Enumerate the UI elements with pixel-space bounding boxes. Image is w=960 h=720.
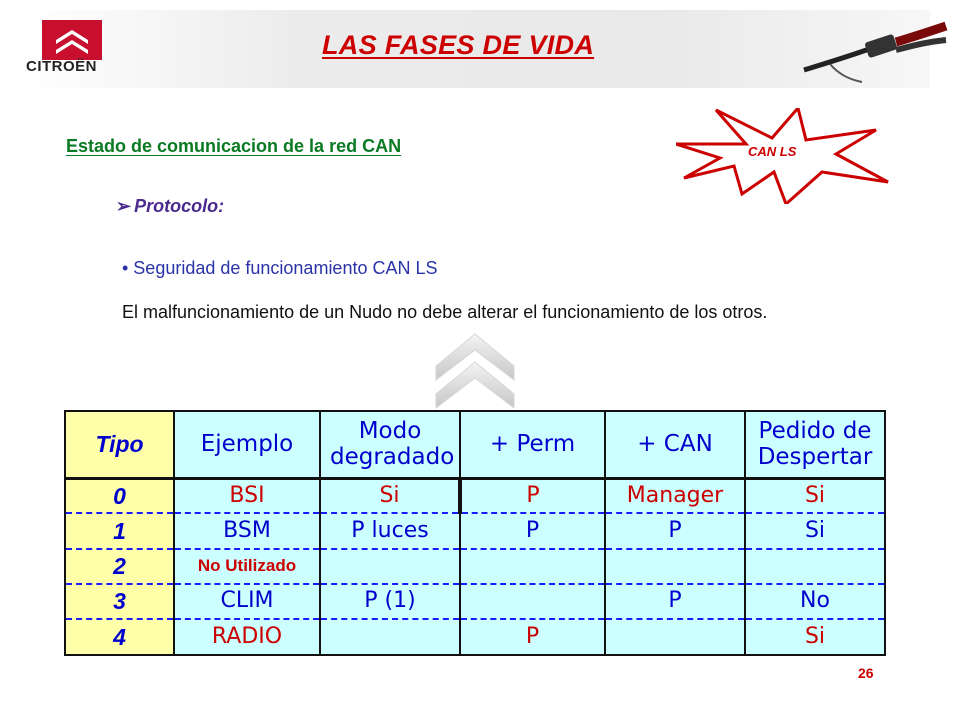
table-row [66, 549, 884, 584]
cell-tipo: 2 [66, 549, 174, 584]
protocol-label: Protocolo: [134, 196, 225, 216]
can-ls-badge [676, 108, 890, 204]
page-title: LAS FASES DE VIDA [322, 30, 595, 60]
cell-ejemplo: RADIO [174, 619, 320, 654]
header-perm: + Perm [460, 412, 605, 478]
cell-despertar [745, 549, 884, 584]
cell-modo [320, 619, 460, 654]
cell-ejemplo: CLIM [174, 584, 320, 619]
table-row [66, 513, 884, 548]
cell-despertar: Si [745, 478, 884, 513]
cell-can: P [605, 584, 745, 619]
arrow-bullet-icon: ➢ [116, 196, 132, 216]
can-ls-label: CAN LS [748, 144, 797, 159]
cell-modo: Si [320, 478, 460, 513]
cell-can [605, 549, 745, 584]
cable-connector-icon [800, 12, 950, 84]
cell-can: Manager [605, 478, 745, 513]
cell-tipo: 4 [66, 619, 174, 654]
cell-perm: P [460, 478, 605, 513]
cell-perm: P [460, 619, 605, 654]
page-number: 26 [858, 665, 874, 681]
cell-modo: P (1) [320, 584, 460, 619]
cell-ejemplo: BSM [174, 513, 320, 548]
header-modo-degradado-text: Modo degradado [330, 418, 455, 471]
bullet-item: • Seguridad de funcionamiento CAN LS [122, 258, 438, 278]
section-title: Estado de comunicacion de la red CAN [66, 136, 402, 156]
citroen-logo [22, 18, 122, 84]
cell-perm [460, 549, 605, 584]
table-row [66, 584, 884, 619]
fases-table [66, 412, 884, 654]
cell-perm: P [460, 513, 605, 548]
header-pedido-despertar [745, 412, 884, 478]
cell-despertar: No [745, 584, 884, 619]
cell-ejemplo: BSI [174, 478, 320, 513]
header-tipo: Tipo [66, 412, 174, 478]
logo-text: CITROËN [26, 58, 97, 75]
double-chevron-watermark-icon [432, 330, 518, 410]
header-modo-degradado [320, 412, 460, 478]
cell-modo: P luces [320, 513, 460, 548]
table-row [66, 478, 884, 513]
cell-tipo: 0 [66, 478, 174, 513]
cell-can [605, 619, 745, 654]
header-can: + CAN [605, 412, 745, 478]
citroen-chevron-logo-icon [42, 20, 102, 60]
cell-modo [320, 549, 460, 584]
cell-perm [460, 584, 605, 619]
cell-despertar: Si [745, 619, 884, 654]
cell-tipo: 3 [66, 584, 174, 619]
protocol-heading [116, 196, 224, 217]
cell-despertar: Si [745, 513, 884, 548]
cell-can: P [605, 513, 745, 548]
table-header-row [66, 412, 884, 478]
header-ejemplo: Ejemplo [174, 412, 320, 478]
header-pedido-text: Pedido de Despertar [757, 418, 873, 471]
cell-ejemplo: No Utilizado [174, 549, 320, 584]
table-row [66, 619, 884, 654]
can-types-table [64, 410, 886, 656]
paragraph: El malfuncionamiento de un Nudo no debe alterar el funcionamiento de los otros. [122, 302, 768, 322]
cell-tipo: 1 [66, 513, 174, 548]
